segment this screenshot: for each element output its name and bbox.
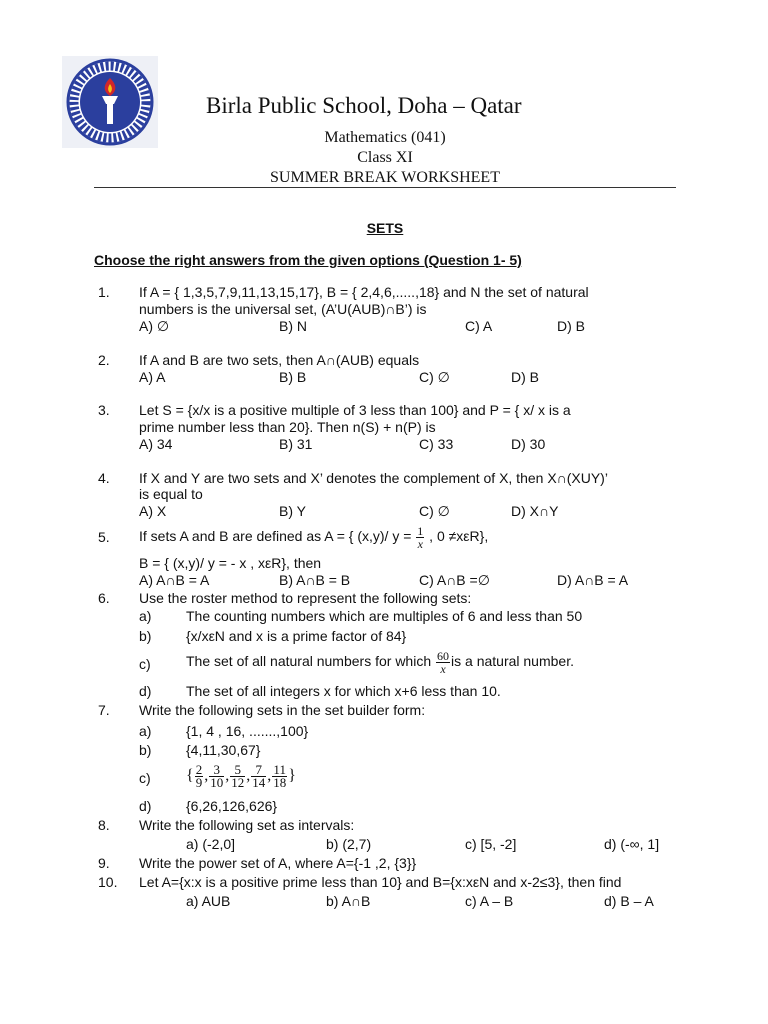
option-c: C) ∅ <box>419 503 450 519</box>
sub-question <box>186 645 574 677</box>
comma-separator: , <box>225 767 230 784</box>
option-b: B) N <box>279 318 307 334</box>
sub-label: c) <box>139 770 151 786</box>
fraction-numerator: 3 <box>213 761 220 777</box>
option-c: C) ∅ <box>419 369 450 385</box>
fraction-numerator: 7 <box>255 761 262 777</box>
option-a: A) 34 <box>139 436 173 452</box>
fraction <box>272 761 287 790</box>
fraction-numerator: 11 <box>273 761 286 777</box>
question-number: 5. <box>98 529 110 545</box>
fraction <box>209 761 224 790</box>
fraction-numerator: 60 <box>437 648 450 663</box>
question-text: Let A={x:x is a positive prime less than 10} and B={x:xεN and x-2≤3}, then find <box>139 874 622 890</box>
question-text: numbers is the universal set, (A’U(AUB)∩B’) is <box>139 301 427 317</box>
option-a: A) X <box>139 503 167 519</box>
option-b: B) 31 <box>279 436 313 452</box>
fraction-denominator: 12 <box>231 774 245 790</box>
question-number: 9. <box>98 855 110 871</box>
question-number: 4. <box>98 470 110 486</box>
sub-label: a) <box>139 723 152 739</box>
sub-question: {x/xεN and x is a prime factor of 84} <box>186 628 407 644</box>
sub-question-a: a) AUB <box>186 893 231 909</box>
question-text <box>139 521 488 551</box>
interval-b: b) (2,7) <box>326 836 372 852</box>
section-title: SETS <box>366 220 404 236</box>
worksheet-title: SUMMER BREAK WORKSHEET <box>270 169 500 186</box>
question-number: 7. <box>98 702 110 718</box>
sub-question: The counting numbers which are multiples of 6 and less than 50 <box>186 608 583 624</box>
option-a: A) A∩B = A <box>139 572 210 588</box>
class-title: Class XI <box>357 149 413 166</box>
fraction-denominator: 14 <box>252 774 266 790</box>
option-c: C) A <box>465 318 493 334</box>
option-b: B) Y <box>279 503 306 519</box>
option-a: A) A <box>139 369 166 385</box>
sub-question-d: d) B – A <box>604 893 654 909</box>
sub-question: {4,11,30,67} <box>186 742 261 758</box>
instruction: Choose the right answers from the given options (Question 1- 5) <box>94 252 522 268</box>
question-text: If A = { 1,3,5,7,9,11,13,15,17}, B = { 2,4,6,.....,18} and N the set of natural <box>139 284 589 300</box>
option-d: D) B <box>511 369 539 385</box>
set-close-brace: } <box>288 767 296 784</box>
sub-question-part: is a natural number. <box>451 653 574 669</box>
fraction-denominator: x <box>417 536 423 551</box>
question-text: Write the power set of A, where A={-1 ,2, {3}} <box>139 855 417 871</box>
fraction-numerator: 2 <box>195 761 203 777</box>
option-d: D) 30 <box>511 436 546 452</box>
sub-label: d) <box>139 798 152 814</box>
question-text: Use the roster method to represent the following sets: <box>139 590 472 606</box>
fraction-denominator: 18 <box>273 774 287 790</box>
fraction-set <box>186 758 296 794</box>
sub-question-b: b) A∩B <box>326 893 371 909</box>
question-number: 6. <box>98 590 110 606</box>
option-d: D) X∩Y <box>511 503 559 519</box>
sub-question-part: The set of all natural numbers for which <box>186 653 436 669</box>
option-a: A) ∅ <box>139 318 170 334</box>
question-text: B = { (x,y)/ y = - x , xεR}, then <box>139 555 322 571</box>
question-text: Let S = {x/x is a positive multiple of 3 less than 100} and P = { x/ x is a <box>139 402 571 418</box>
sub-label: b) <box>139 742 152 758</box>
question-text: Write the following sets in the set builder form: <box>139 702 426 718</box>
question-number: 8. <box>98 817 110 833</box>
fraction <box>251 761 266 790</box>
comma-separator: , <box>204 767 209 784</box>
fraction-denominator: x <box>436 662 450 675</box>
sub-question: The set of all integers x for which x+6 less than 10. <box>186 683 501 699</box>
option-b: B) B <box>279 369 307 385</box>
option-b: B) A∩B = B <box>279 572 351 588</box>
interval-d: d) (-∞, 1] <box>604 836 660 852</box>
fraction <box>230 761 245 790</box>
question-number: 10. <box>98 874 118 890</box>
interval-a: a) (-2,0] <box>186 836 236 852</box>
fraction-numerator: 5 <box>234 761 241 777</box>
set-open-brace: { <box>186 767 194 784</box>
fraction-denominator: 10 <box>210 774 224 790</box>
fraction-numerator: 1 <box>417 523 424 538</box>
school-name: Birla Public School, Doha – Qatar <box>206 93 522 118</box>
subject-title: Mathematics (041) <box>324 129 446 146</box>
sub-question-c: c) A – B <box>465 893 514 909</box>
question-text-part: If sets A and B are defined as A = { (x,y)/ y = <box>139 528 416 544</box>
question-text: If A and B are two sets, then A∩(AUB) equals <box>139 352 420 368</box>
sub-label: d) <box>139 683 152 699</box>
question-text-part: , 0 ≠xεR}, <box>425 528 489 544</box>
fraction <box>436 650 450 675</box>
comma-separator: , <box>267 767 272 784</box>
header-divider <box>94 187 676 188</box>
sub-label: a) <box>139 608 152 624</box>
question-text: If X and Y are two sets and X’ denotes the complement of X, then X∩(XUY)’ <box>139 470 608 486</box>
question-text: is equal to <box>139 486 203 502</box>
question-number: 1. <box>98 284 110 300</box>
fraction <box>195 761 204 790</box>
interval-c: c) [5, -2] <box>465 836 517 852</box>
option-d: D) A∩B = A <box>557 572 629 588</box>
option-d: D) B <box>557 318 585 334</box>
option-c: C) A∩B =∅ <box>419 572 490 588</box>
comma-separator: , <box>246 767 251 784</box>
question-number: 2. <box>98 352 110 368</box>
sub-label: b) <box>139 628 152 644</box>
sub-label: c) <box>139 656 151 672</box>
question-text: Write the following set as intervals: <box>139 817 355 833</box>
option-c: C) 33 <box>419 436 454 452</box>
sub-question: {6,26,126,626} <box>186 798 278 814</box>
sub-question: {1, 4 , 16, .......,100} <box>186 723 309 739</box>
fraction <box>416 525 424 550</box>
question-number: 3. <box>98 402 110 418</box>
question-text: prime number less than 20}. Then n(S) + n(P) is <box>139 419 436 435</box>
fraction-denominator: 9 <box>195 774 203 790</box>
